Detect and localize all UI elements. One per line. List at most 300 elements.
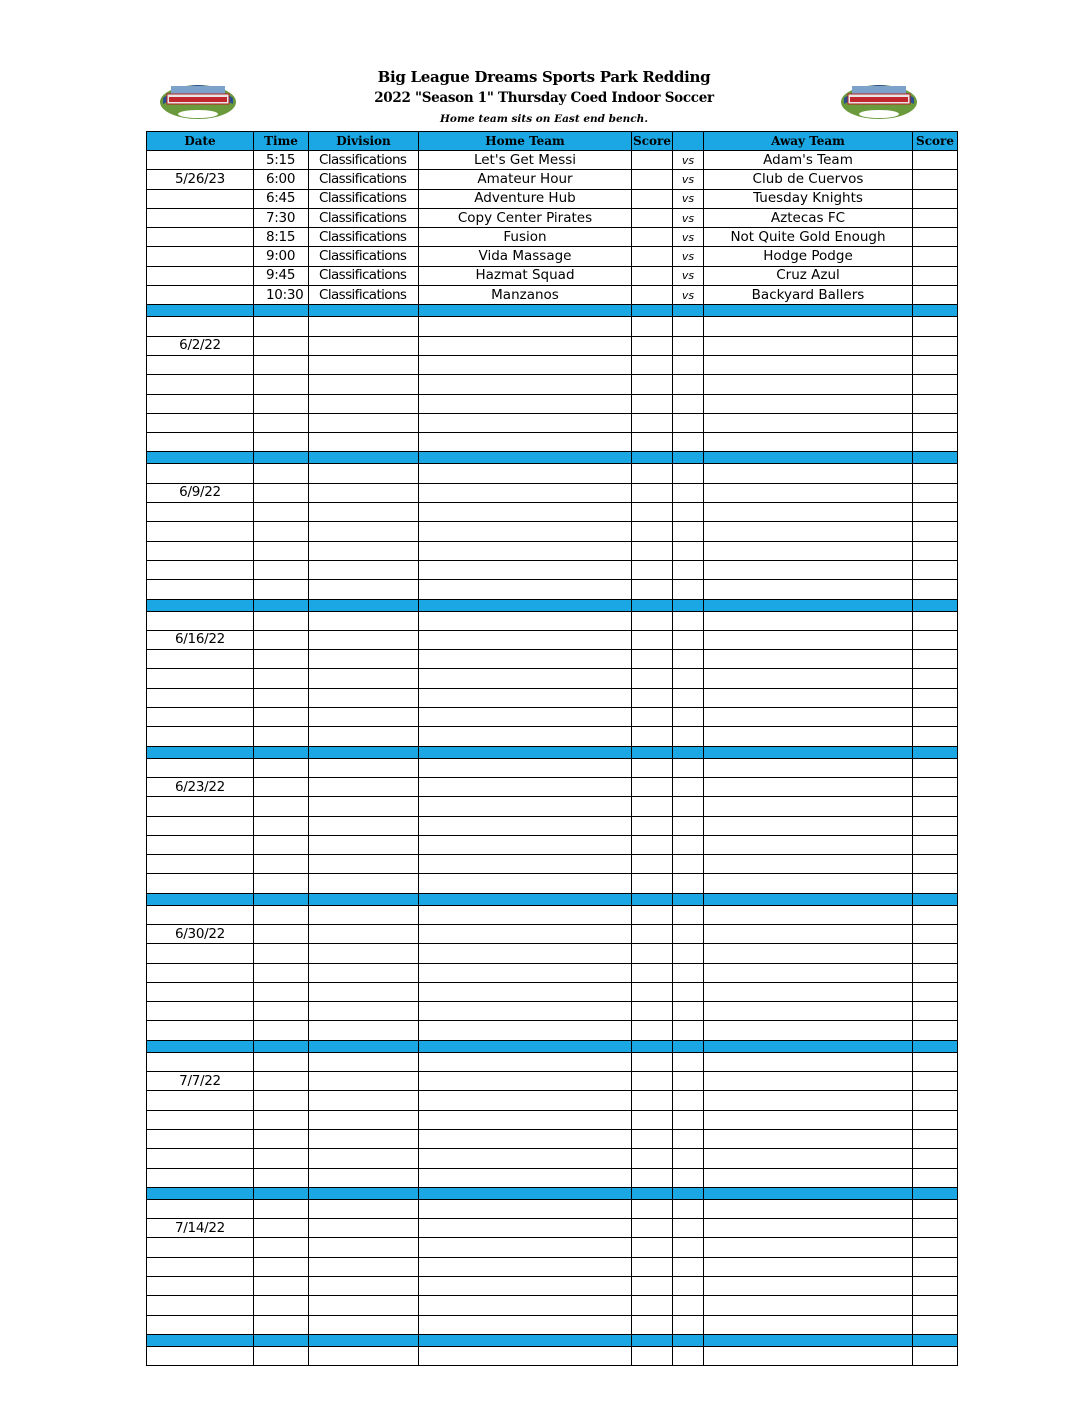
away-score-cell bbox=[913, 1052, 958, 1071]
date-cell bbox=[147, 394, 254, 413]
home-score-cell bbox=[632, 963, 673, 982]
away-team-cell bbox=[704, 650, 913, 669]
vs-cell bbox=[673, 433, 704, 452]
division-cell bbox=[309, 1257, 419, 1276]
home-score-cell bbox=[632, 1021, 673, 1040]
time-cell: 9:45 bbox=[254, 266, 309, 285]
away-team-cell: Cruz Azul bbox=[704, 266, 913, 285]
date-cell bbox=[147, 355, 254, 374]
vs-cell: vs bbox=[673, 247, 704, 266]
away-team-cell: Adam's Team bbox=[704, 151, 913, 170]
away-team-cell bbox=[704, 1072, 913, 1091]
time-cell bbox=[254, 503, 309, 522]
home-score-cell bbox=[632, 924, 673, 943]
date-cell bbox=[147, 1277, 254, 1296]
separator-cell bbox=[673, 452, 704, 464]
away-score-cell bbox=[913, 982, 958, 1001]
table-row bbox=[147, 1315, 958, 1334]
table-row bbox=[147, 816, 958, 835]
separator-cell bbox=[254, 599, 309, 611]
date-cell bbox=[147, 982, 254, 1001]
division-cell bbox=[309, 522, 419, 541]
separator-cell bbox=[913, 599, 958, 611]
separator-cell bbox=[147, 746, 254, 758]
time-cell bbox=[254, 758, 309, 777]
home-team-cell bbox=[419, 464, 632, 483]
week-separator bbox=[147, 305, 958, 317]
home-score-cell bbox=[632, 580, 673, 599]
home-score-cell bbox=[632, 317, 673, 336]
away-score-cell bbox=[913, 1346, 958, 1365]
away-score-cell bbox=[913, 650, 958, 669]
date-cell bbox=[147, 317, 254, 336]
division-cell bbox=[309, 611, 419, 630]
home-team-cell bbox=[419, 924, 632, 943]
division-cell bbox=[309, 905, 419, 924]
division-cell bbox=[309, 1199, 419, 1218]
separator-cell bbox=[309, 1040, 419, 1052]
table-row bbox=[147, 1238, 958, 1257]
date-cell bbox=[147, 688, 254, 707]
vs-cell: vs bbox=[673, 189, 704, 208]
home-team-cell bbox=[419, 835, 632, 854]
time-cell bbox=[254, 541, 309, 560]
vs-cell bbox=[673, 797, 704, 816]
table-row bbox=[147, 727, 958, 746]
home-score-cell bbox=[632, 650, 673, 669]
date-cell bbox=[147, 1346, 254, 1365]
home-score-cell bbox=[632, 208, 673, 227]
vs-cell bbox=[673, 1149, 704, 1168]
time-cell bbox=[254, 1199, 309, 1218]
table-row bbox=[147, 669, 958, 688]
away-team-cell bbox=[704, 464, 913, 483]
away-score-cell bbox=[913, 1315, 958, 1334]
division-cell bbox=[309, 1072, 419, 1091]
away-score-cell bbox=[913, 189, 958, 208]
separator-cell bbox=[254, 1040, 309, 1052]
away-score-cell bbox=[913, 170, 958, 189]
home-team-cell bbox=[419, 777, 632, 796]
time-cell: 9:00 bbox=[254, 247, 309, 266]
away-team-cell bbox=[704, 835, 913, 854]
away-team-cell bbox=[704, 1168, 913, 1187]
home-score-cell bbox=[632, 816, 673, 835]
table-row bbox=[147, 630, 958, 649]
time-cell bbox=[254, 1315, 309, 1334]
home-team-cell: Fusion bbox=[419, 228, 632, 247]
away-team-cell bbox=[704, 1149, 913, 1168]
home-score-cell bbox=[632, 874, 673, 893]
division-cell bbox=[309, 433, 419, 452]
separator-cell bbox=[673, 1040, 704, 1052]
separator-cell bbox=[147, 893, 254, 905]
separator-cell bbox=[704, 746, 913, 758]
vs-cell bbox=[673, 1277, 704, 1296]
away-score-cell bbox=[913, 758, 958, 777]
home-score-cell bbox=[632, 1257, 673, 1276]
away-team-cell bbox=[704, 580, 913, 599]
time-cell bbox=[254, 394, 309, 413]
date-cell: 6/2/22 bbox=[147, 336, 254, 355]
away-score-cell bbox=[913, 1219, 958, 1238]
away-score-cell bbox=[913, 835, 958, 854]
home-score-cell bbox=[632, 266, 673, 285]
separator-cell bbox=[632, 1040, 673, 1052]
date-cell bbox=[147, 1091, 254, 1110]
away-score-cell bbox=[913, 944, 958, 963]
away-score-cell bbox=[913, 464, 958, 483]
time-cell bbox=[254, 1346, 309, 1365]
vs-cell bbox=[673, 1219, 704, 1238]
home-team-cell bbox=[419, 1021, 632, 1040]
table-row bbox=[147, 874, 958, 893]
home-team-cell bbox=[419, 483, 632, 502]
time-cell bbox=[254, 560, 309, 579]
division-cell bbox=[309, 1168, 419, 1187]
home-team-cell bbox=[419, 905, 632, 924]
away-team-cell bbox=[704, 1219, 913, 1238]
date-cell bbox=[147, 905, 254, 924]
home-score-cell bbox=[632, 541, 673, 560]
separator-cell bbox=[309, 1334, 419, 1346]
away-team-cell: Backyard Ballers bbox=[704, 286, 913, 305]
separator-cell bbox=[704, 599, 913, 611]
date-cell: 7/7/22 bbox=[147, 1072, 254, 1091]
vs-cell: vs bbox=[673, 266, 704, 285]
away-score-cell bbox=[913, 503, 958, 522]
vs-cell bbox=[673, 727, 704, 746]
away-score-cell bbox=[913, 522, 958, 541]
away-score-cell bbox=[913, 874, 958, 893]
time-cell bbox=[254, 464, 309, 483]
date-cell bbox=[147, 413, 254, 432]
home-team-cell bbox=[419, 1296, 632, 1315]
col-date: Date bbox=[147, 132, 254, 151]
home-team-cell bbox=[419, 1315, 632, 1334]
date-cell bbox=[147, 1021, 254, 1040]
away-score-cell bbox=[913, 708, 958, 727]
date-cell bbox=[147, 1129, 254, 1148]
separator-cell bbox=[632, 452, 673, 464]
division-cell bbox=[309, 580, 419, 599]
date-cell bbox=[147, 727, 254, 746]
separator-cell bbox=[254, 746, 309, 758]
table-row bbox=[147, 189, 958, 208]
division-cell bbox=[309, 541, 419, 560]
vs-cell bbox=[673, 905, 704, 924]
week-separator bbox=[147, 746, 958, 758]
home-team-cell bbox=[419, 630, 632, 649]
time-cell bbox=[254, 1277, 309, 1296]
page-title: Big League Dreams Sports Park Redding bbox=[377, 68, 711, 86]
home-score-cell bbox=[632, 1129, 673, 1148]
separator-cell bbox=[913, 893, 958, 905]
division-cell bbox=[309, 669, 419, 688]
away-team-cell bbox=[704, 1277, 913, 1296]
home-score-cell bbox=[632, 560, 673, 579]
division-cell bbox=[309, 503, 419, 522]
separator-cell bbox=[254, 1334, 309, 1346]
date-cell bbox=[147, 375, 254, 394]
home-team-cell: Amateur Hour bbox=[419, 170, 632, 189]
separator-cell bbox=[309, 599, 419, 611]
division-cell bbox=[309, 708, 419, 727]
home-team-cell bbox=[419, 1129, 632, 1148]
date-cell bbox=[147, 580, 254, 599]
home-score-cell bbox=[632, 464, 673, 483]
date-cell bbox=[147, 189, 254, 208]
time-cell bbox=[254, 874, 309, 893]
away-team-cell bbox=[704, 777, 913, 796]
home-score-cell bbox=[632, 708, 673, 727]
vs-cell bbox=[673, 394, 704, 413]
vs-cell bbox=[673, 630, 704, 649]
time-cell bbox=[254, 855, 309, 874]
table-row bbox=[147, 1002, 958, 1021]
vs-cell bbox=[673, 541, 704, 560]
vs-cell bbox=[673, 560, 704, 579]
home-score-cell bbox=[632, 1238, 673, 1257]
away-score-cell bbox=[913, 560, 958, 579]
away-score-cell bbox=[913, 905, 958, 924]
away-score-cell bbox=[913, 355, 958, 374]
separator-cell bbox=[254, 452, 309, 464]
away-score-cell bbox=[913, 317, 958, 336]
week-separator bbox=[147, 1040, 958, 1052]
separator-cell bbox=[913, 305, 958, 317]
table-row bbox=[147, 963, 958, 982]
away-team-cell bbox=[704, 1296, 913, 1315]
home-team-cell bbox=[419, 541, 632, 560]
division-cell bbox=[309, 777, 419, 796]
away-score-cell bbox=[913, 483, 958, 502]
separator-cell bbox=[147, 1187, 254, 1199]
date-cell bbox=[147, 1296, 254, 1315]
vs-cell bbox=[673, 982, 704, 1001]
away-score-cell bbox=[913, 1129, 958, 1148]
date-cell bbox=[147, 1149, 254, 1168]
vs-cell bbox=[673, 483, 704, 502]
separator-cell bbox=[632, 1187, 673, 1199]
away-team-cell bbox=[704, 355, 913, 374]
vs-cell bbox=[673, 1002, 704, 1021]
home-score-cell bbox=[632, 413, 673, 432]
home-team-cell bbox=[419, 560, 632, 579]
separator-cell bbox=[147, 1040, 254, 1052]
time-cell: 7:30 bbox=[254, 208, 309, 227]
division-cell bbox=[309, 1296, 419, 1315]
division-cell: Classifications bbox=[309, 228, 419, 247]
vs-cell bbox=[673, 1257, 704, 1276]
time-cell bbox=[254, 1296, 309, 1315]
time-cell bbox=[254, 1091, 309, 1110]
vs-cell bbox=[673, 855, 704, 874]
away-team-cell bbox=[704, 336, 913, 355]
division-cell bbox=[309, 630, 419, 649]
away-score-cell bbox=[913, 1238, 958, 1257]
home-score-cell bbox=[632, 688, 673, 707]
home-score-cell bbox=[632, 1296, 673, 1315]
home-team-cell bbox=[419, 963, 632, 982]
home-score-cell bbox=[632, 355, 673, 374]
time-cell bbox=[254, 905, 309, 924]
time-cell bbox=[254, 1219, 309, 1238]
home-score-cell bbox=[632, 189, 673, 208]
date-cell bbox=[147, 266, 254, 285]
home-team-cell bbox=[419, 727, 632, 746]
table-row bbox=[147, 982, 958, 1001]
date-cell bbox=[147, 1199, 254, 1218]
separator-cell bbox=[147, 599, 254, 611]
home-team-cell bbox=[419, 394, 632, 413]
time-cell: 10:30 bbox=[254, 286, 309, 305]
table-row bbox=[147, 503, 958, 522]
away-team-cell bbox=[704, 433, 913, 452]
away-team-cell bbox=[704, 1257, 913, 1276]
date-cell bbox=[147, 208, 254, 227]
division-cell bbox=[309, 758, 419, 777]
away-team-cell bbox=[704, 963, 913, 982]
away-team-cell bbox=[704, 1110, 913, 1129]
home-score-cell bbox=[632, 503, 673, 522]
separator-cell bbox=[673, 893, 704, 905]
division-cell: Classifications bbox=[309, 208, 419, 227]
col-vs bbox=[673, 132, 704, 151]
home-team-cell bbox=[419, 580, 632, 599]
away-score-cell bbox=[913, 286, 958, 305]
vs-cell bbox=[673, 1052, 704, 1071]
schedule-table bbox=[146, 131, 958, 1366]
division-cell: Classifications bbox=[309, 170, 419, 189]
division-cell bbox=[309, 1346, 419, 1365]
division-cell bbox=[309, 413, 419, 432]
table-row bbox=[147, 355, 958, 374]
separator-cell bbox=[673, 1187, 704, 1199]
home-team-cell bbox=[419, 1002, 632, 1021]
separator-cell bbox=[673, 305, 704, 317]
time-cell bbox=[254, 1129, 309, 1148]
time-cell bbox=[254, 1072, 309, 1091]
away-team-cell bbox=[704, 611, 913, 630]
division-cell bbox=[309, 1129, 419, 1148]
away-team-cell bbox=[704, 758, 913, 777]
home-score-cell bbox=[632, 1052, 673, 1071]
division-cell bbox=[309, 394, 419, 413]
separator-cell bbox=[419, 893, 632, 905]
home-team-cell bbox=[419, 1091, 632, 1110]
division-cell bbox=[309, 874, 419, 893]
away-score-cell bbox=[913, 1072, 958, 1091]
col-home-team: Home Team bbox=[419, 132, 632, 151]
away-team-cell bbox=[704, 874, 913, 893]
col-home-score: Score bbox=[632, 132, 673, 151]
away-team-cell bbox=[704, 1002, 913, 1021]
vs-cell bbox=[673, 688, 704, 707]
separator-cell bbox=[419, 746, 632, 758]
vs-cell bbox=[673, 708, 704, 727]
away-team-cell bbox=[704, 797, 913, 816]
time-cell bbox=[254, 982, 309, 1001]
table-row bbox=[147, 797, 958, 816]
time-cell bbox=[254, 669, 309, 688]
division-cell bbox=[309, 1238, 419, 1257]
separator-cell bbox=[632, 746, 673, 758]
table-row bbox=[147, 905, 958, 924]
vs-cell bbox=[673, 1110, 704, 1129]
separator-cell bbox=[309, 893, 419, 905]
separator-cell bbox=[704, 452, 913, 464]
time-cell bbox=[254, 835, 309, 854]
home-score-cell bbox=[632, 522, 673, 541]
away-score-cell bbox=[913, 413, 958, 432]
away-score-cell bbox=[913, 1296, 958, 1315]
home-team-cell: Manzanos bbox=[419, 286, 632, 305]
home-team-cell bbox=[419, 611, 632, 630]
away-team-cell bbox=[704, 1238, 913, 1257]
away-team-cell bbox=[704, 560, 913, 579]
time-cell bbox=[254, 336, 309, 355]
division-cell: Classifications bbox=[309, 247, 419, 266]
home-team-cell bbox=[419, 708, 632, 727]
time-cell bbox=[254, 630, 309, 649]
date-cell bbox=[147, 1257, 254, 1276]
date-cell bbox=[147, 855, 254, 874]
time-cell bbox=[254, 727, 309, 746]
table-row bbox=[147, 835, 958, 854]
date-cell bbox=[147, 1315, 254, 1334]
date-cell bbox=[147, 1110, 254, 1129]
vs-cell bbox=[673, 1346, 704, 1365]
away-score-cell bbox=[913, 247, 958, 266]
away-score-cell bbox=[913, 924, 958, 943]
time-cell bbox=[254, 1149, 309, 1168]
home-score-cell bbox=[632, 1168, 673, 1187]
away-team-cell bbox=[704, 630, 913, 649]
away-score-cell bbox=[913, 1091, 958, 1110]
home-team-cell bbox=[419, 336, 632, 355]
date-cell bbox=[147, 963, 254, 982]
time-cell bbox=[254, 1238, 309, 1257]
home-team-cell bbox=[419, 1257, 632, 1276]
home-team-cell bbox=[419, 669, 632, 688]
table-row bbox=[147, 1168, 958, 1187]
header-row bbox=[147, 132, 958, 151]
away-score-cell bbox=[913, 963, 958, 982]
vs-cell bbox=[673, 944, 704, 963]
away-score-cell bbox=[913, 669, 958, 688]
away-team-cell bbox=[704, 944, 913, 963]
col-away-team: Away Team bbox=[704, 132, 913, 151]
table-row bbox=[147, 580, 958, 599]
time-cell bbox=[254, 522, 309, 541]
table-row bbox=[147, 522, 958, 541]
home-score-cell bbox=[632, 944, 673, 963]
table-row bbox=[147, 413, 958, 432]
time-cell bbox=[254, 650, 309, 669]
vs-cell bbox=[673, 413, 704, 432]
vs-cell bbox=[673, 1091, 704, 1110]
time-cell bbox=[254, 1110, 309, 1129]
home-score-cell bbox=[632, 1199, 673, 1218]
vs-cell bbox=[673, 874, 704, 893]
away-score-cell bbox=[913, 611, 958, 630]
home-score-cell bbox=[632, 630, 673, 649]
away-team-cell bbox=[704, 816, 913, 835]
table-row bbox=[147, 1129, 958, 1148]
vs-cell bbox=[673, 650, 704, 669]
table-row bbox=[147, 758, 958, 777]
